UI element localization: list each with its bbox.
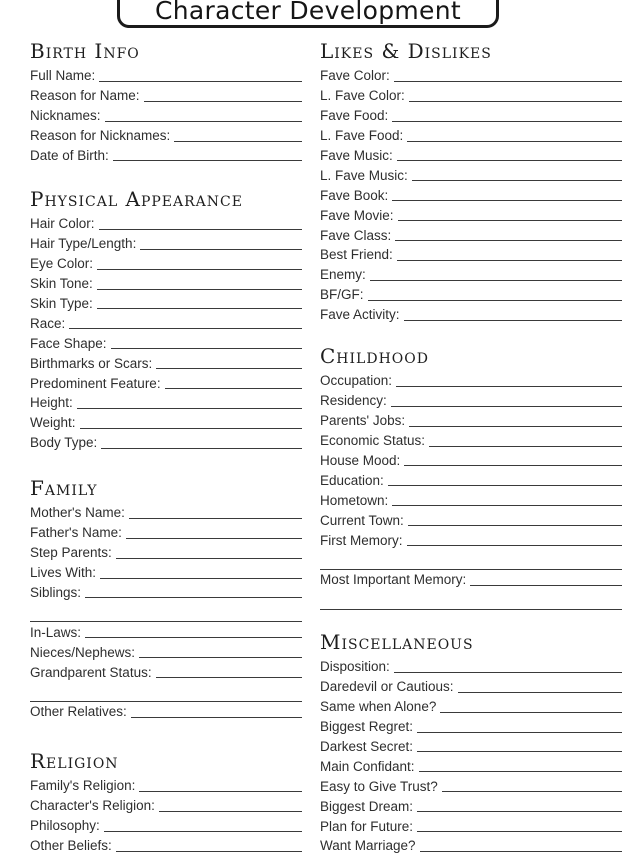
field-label: Fave Food: xyxy=(320,108,389,124)
field-least-fave-food[interactable] xyxy=(320,126,622,146)
field-hair-color[interactable] xyxy=(30,214,302,234)
field-skin-tone[interactable] xyxy=(30,274,302,294)
field-label: Fave Music: xyxy=(320,147,393,163)
field-label: Step Parents: xyxy=(30,545,112,561)
field-economic-status[interactable] xyxy=(320,431,622,451)
answer-line[interactable] xyxy=(429,446,622,447)
field-label: Current Town: xyxy=(320,512,404,528)
field-label: In-Laws: xyxy=(30,624,82,640)
field-label: Plan for Future: xyxy=(320,818,414,834)
field-label: Skin Tone: xyxy=(30,276,93,292)
answer-line[interactable] xyxy=(104,831,302,832)
field-label: Fave Class: xyxy=(320,227,392,243)
answer-line[interactable] xyxy=(404,465,622,466)
field-lives-with[interactable] xyxy=(30,563,302,583)
answer-line[interactable] xyxy=(396,386,622,387)
extra-answer-line[interactable] xyxy=(320,590,622,610)
field-height[interactable] xyxy=(30,393,302,413)
answer-line[interactable] xyxy=(140,249,302,250)
answer-line[interactable] xyxy=(85,637,302,638)
field-grandparent-status[interactable] xyxy=(30,662,302,682)
answer-line[interactable] xyxy=(417,831,622,832)
field-fave-music[interactable] xyxy=(320,146,622,166)
answer-line[interactable] xyxy=(97,308,302,309)
answer-line[interactable] xyxy=(392,505,622,506)
page-title: Character Development xyxy=(155,0,461,25)
answer-line[interactable] xyxy=(100,578,302,579)
answer-line[interactable] xyxy=(113,160,302,161)
answer-line[interactable] xyxy=(77,408,302,409)
extra-answer-line[interactable] xyxy=(320,550,622,570)
field-birthmarks[interactable] xyxy=(30,353,302,373)
field-face-shape[interactable] xyxy=(30,333,302,353)
field-nieces-nephews[interactable] xyxy=(30,642,302,662)
field-label: Lives With: xyxy=(30,565,97,581)
answer-line[interactable] xyxy=(409,101,622,102)
field-education[interactable] xyxy=(320,470,622,490)
field-fave-movie[interactable] xyxy=(320,205,622,225)
field-label: First Memory: xyxy=(320,532,403,548)
field-label: Education: xyxy=(320,472,384,488)
answer-line[interactable] xyxy=(391,406,622,407)
field-label: Easy to Give Trust? xyxy=(320,778,438,794)
answer-line[interactable] xyxy=(131,717,302,718)
extra-answer-line[interactable] xyxy=(30,602,302,622)
field-residency[interactable] xyxy=(320,391,622,411)
field-same-when-alone[interactable] xyxy=(320,697,622,717)
field-label: Hometown: xyxy=(320,492,389,508)
field-label: Eye Color: xyxy=(30,256,94,272)
answer-line[interactable] xyxy=(394,81,622,82)
answer-line[interactable] xyxy=(116,851,302,852)
field-enemy[interactable] xyxy=(320,265,622,285)
answer-line[interactable] xyxy=(392,121,622,122)
field-familys-religion[interactable] xyxy=(30,776,302,796)
field-label: House Mood: xyxy=(320,452,401,468)
field-disposition[interactable] xyxy=(320,657,622,677)
field-label: Siblings: xyxy=(30,584,82,600)
field-label: Occupation: xyxy=(320,373,393,389)
answer-line[interactable] xyxy=(395,240,622,241)
section-heading-likes-dislikes: Likes & Dislikes xyxy=(320,39,492,63)
section-childhood xyxy=(320,343,622,610)
answer-line[interactable] xyxy=(156,368,302,369)
answer-line[interactable] xyxy=(398,220,622,221)
section-physical-appearance xyxy=(30,186,302,453)
field-label: Disposition: xyxy=(320,659,390,675)
field-main-confidant[interactable] xyxy=(320,756,622,776)
field-label: Hair Type/Length: xyxy=(30,236,137,252)
field-label: Date of Birth: xyxy=(30,147,109,163)
field-label: Father's Name: xyxy=(30,525,122,541)
field-label: Reason for Nicknames: xyxy=(30,128,171,144)
answer-line[interactable] xyxy=(105,121,302,122)
field-skin-type[interactable] xyxy=(30,294,302,314)
field-body-type[interactable] xyxy=(30,433,302,453)
section-birth-info xyxy=(30,38,302,165)
field-eye-color[interactable] xyxy=(30,254,302,274)
field-occupation[interactable] xyxy=(320,371,622,391)
field-label: Main Confidant: xyxy=(320,758,415,774)
field-other-relatives[interactable] xyxy=(30,702,302,722)
section-likes-dislikes xyxy=(320,38,622,325)
field-label: Reason for Name: xyxy=(30,88,140,104)
field-label: Birthmarks or Scars: xyxy=(30,355,153,371)
field-label: Nieces/Nephews: xyxy=(30,644,136,660)
answer-line[interactable] xyxy=(397,260,622,261)
field-reason-for-nicknames[interactable] xyxy=(30,126,302,146)
field-label: Residency: xyxy=(320,393,387,409)
field-label: Predominent Feature: xyxy=(30,375,161,391)
answer-line[interactable] xyxy=(174,141,302,142)
field-first-memory[interactable] xyxy=(320,530,622,550)
answer-line[interactable] xyxy=(144,101,302,102)
extra-answer-line[interactable] xyxy=(30,682,302,702)
field-mothers-name[interactable] xyxy=(30,503,302,523)
field-biggest-regret[interactable] xyxy=(320,717,622,737)
field-hometown[interactable] xyxy=(320,490,622,510)
section-heading-miscellaneous: Miscellaneous xyxy=(320,630,474,654)
title-box xyxy=(117,0,499,28)
answer-line[interactable] xyxy=(370,280,622,281)
field-label: Fave Color: xyxy=(320,68,390,84)
answer-line[interactable] xyxy=(412,180,622,181)
field-label: Hair Color: xyxy=(30,216,95,232)
field-nicknames[interactable] xyxy=(30,106,302,126)
answer-line[interactable] xyxy=(111,348,302,349)
field-best-friend[interactable] xyxy=(320,245,622,265)
field-label: Fave Book: xyxy=(320,187,389,203)
field-house-mood[interactable] xyxy=(320,451,622,471)
answer-line[interactable] xyxy=(404,320,622,321)
answer-line[interactable] xyxy=(129,518,302,519)
field-reason-for-name[interactable] xyxy=(30,86,302,106)
field-label: Same when Alone? xyxy=(320,699,437,715)
section-heading-physical-appearance: Physical Appearance xyxy=(30,187,243,211)
field-fave-class[interactable] xyxy=(320,225,622,245)
field-easy-to-give-trust[interactable] xyxy=(320,776,622,796)
field-in-laws[interactable] xyxy=(30,622,302,642)
answer-line[interactable] xyxy=(99,229,302,230)
answer-line[interactable] xyxy=(420,851,622,852)
field-parents-jobs[interactable] xyxy=(320,411,622,431)
field-fave-food[interactable] xyxy=(320,106,622,126)
field-label: Nicknames: xyxy=(30,108,101,124)
field-least-fave-music[interactable] xyxy=(320,165,622,185)
answer-line[interactable] xyxy=(69,328,302,329)
answer-line[interactable] xyxy=(99,81,302,82)
field-label: Philosophy: xyxy=(30,818,100,834)
field-want-marriage[interactable] xyxy=(320,836,622,856)
answer-line[interactable] xyxy=(139,791,302,792)
field-label: L. Fave Music: xyxy=(320,167,408,183)
answer-line[interactable] xyxy=(139,657,302,658)
field-current-town[interactable] xyxy=(320,510,622,530)
field-label: Best Friend: xyxy=(320,247,393,263)
field-fathers-name[interactable] xyxy=(30,523,302,543)
field-fave-book[interactable] xyxy=(320,185,622,205)
field-label: L. Fave Color: xyxy=(320,88,405,104)
field-label: Mother's Name: xyxy=(30,505,125,521)
field-other-beliefs[interactable] xyxy=(30,836,302,856)
field-label: Daredevil or Cautious: xyxy=(320,679,454,695)
answer-line[interactable] xyxy=(407,545,623,546)
field-label: Skin Type: xyxy=(30,295,93,311)
field-label: L. Fave Food: xyxy=(320,128,404,144)
field-label: Biggest Dream: xyxy=(320,798,414,814)
field-date-of-birth[interactable] xyxy=(30,146,302,166)
field-plan-for-future[interactable] xyxy=(320,816,622,836)
answer-line[interactable] xyxy=(392,200,622,201)
field-label: Darkest Secret: xyxy=(320,738,414,754)
answer-line[interactable] xyxy=(97,289,302,290)
field-predominent-feature[interactable] xyxy=(30,373,302,393)
field-label: Economic Status: xyxy=(320,433,426,449)
field-label: Face Shape: xyxy=(30,335,107,351)
field-daredevil-or-cautious[interactable] xyxy=(320,677,622,697)
field-label: Grandparent Status: xyxy=(30,664,152,680)
field-fave-color[interactable] xyxy=(320,66,622,86)
answer-line[interactable] xyxy=(394,672,622,673)
field-label: Body Type: xyxy=(30,435,98,451)
field-label: Height: xyxy=(30,395,73,411)
field-label: Character's Religion: xyxy=(30,798,155,814)
answer-line[interactable] xyxy=(80,428,302,429)
field-label: Race: xyxy=(30,315,66,331)
answer-line[interactable] xyxy=(442,791,622,792)
field-label: BF/GF: xyxy=(320,287,364,303)
answer-line[interactable] xyxy=(407,141,622,142)
answer-line[interactable] xyxy=(408,525,622,526)
field-label: Enemy: xyxy=(320,267,366,283)
answer-line[interactable] xyxy=(397,160,622,161)
field-label: Family's Religion: xyxy=(30,778,136,794)
answer-line[interactable] xyxy=(470,585,622,586)
field-siblings[interactable] xyxy=(30,583,302,603)
section-heading-childhood: Childhood xyxy=(320,344,429,368)
field-label: Other Beliefs: xyxy=(30,838,112,854)
field-label: Most Important Memory: xyxy=(320,572,467,588)
section-religion xyxy=(30,748,302,856)
section-family xyxy=(30,475,302,722)
field-label: Weight: xyxy=(30,415,76,431)
field-label: Other Relatives: xyxy=(30,704,127,720)
answer-line[interactable] xyxy=(417,751,622,752)
field-label: Want Marriage? xyxy=(320,838,416,854)
answer-line[interactable] xyxy=(97,269,302,270)
field-most-important-memory[interactable] xyxy=(320,570,622,590)
field-full-name[interactable] xyxy=(30,66,302,86)
answer-line[interactable] xyxy=(417,732,622,733)
field-philosophy[interactable] xyxy=(30,816,302,836)
answer-line[interactable] xyxy=(101,448,302,449)
answer-line[interactable] xyxy=(368,300,623,301)
field-characters-religion[interactable] xyxy=(30,796,302,816)
answer-line[interactable] xyxy=(458,692,622,693)
answer-line[interactable] xyxy=(85,597,302,598)
answer-line[interactable] xyxy=(116,558,302,559)
field-fave-activity[interactable] xyxy=(320,305,622,325)
answer-line[interactable] xyxy=(388,485,622,486)
answer-line[interactable] xyxy=(409,426,622,427)
answer-line[interactable] xyxy=(417,811,622,812)
field-weight[interactable] xyxy=(30,413,302,433)
answer-line[interactable] xyxy=(156,677,302,678)
section-heading-family: Family xyxy=(30,476,98,500)
field-hair-type[interactable] xyxy=(30,234,302,254)
answer-line[interactable] xyxy=(159,811,302,812)
section-miscellaneous xyxy=(320,629,622,856)
field-race[interactable] xyxy=(30,313,302,333)
field-least-fave-color[interactable] xyxy=(320,86,622,106)
field-bf-gf[interactable] xyxy=(320,285,622,305)
field-label: Fave Activity: xyxy=(320,307,400,323)
field-biggest-dream[interactable] xyxy=(320,796,622,816)
section-heading-religion: Religion xyxy=(30,749,119,773)
field-step-parents[interactable] xyxy=(30,543,302,563)
answer-line[interactable] xyxy=(165,388,302,389)
field-label: Biggest Regret: xyxy=(320,719,414,735)
answer-line[interactable] xyxy=(126,538,302,539)
field-darkest-secret[interactable] xyxy=(320,737,622,757)
field-label: Fave Movie: xyxy=(320,207,394,223)
section-heading-birth-info: Birth Info xyxy=(30,39,140,63)
answer-line[interactable] xyxy=(419,771,622,772)
field-label: Parents' Jobs: xyxy=(320,413,406,429)
field-label: Full Name: xyxy=(30,68,96,84)
answer-line[interactable] xyxy=(440,712,622,713)
